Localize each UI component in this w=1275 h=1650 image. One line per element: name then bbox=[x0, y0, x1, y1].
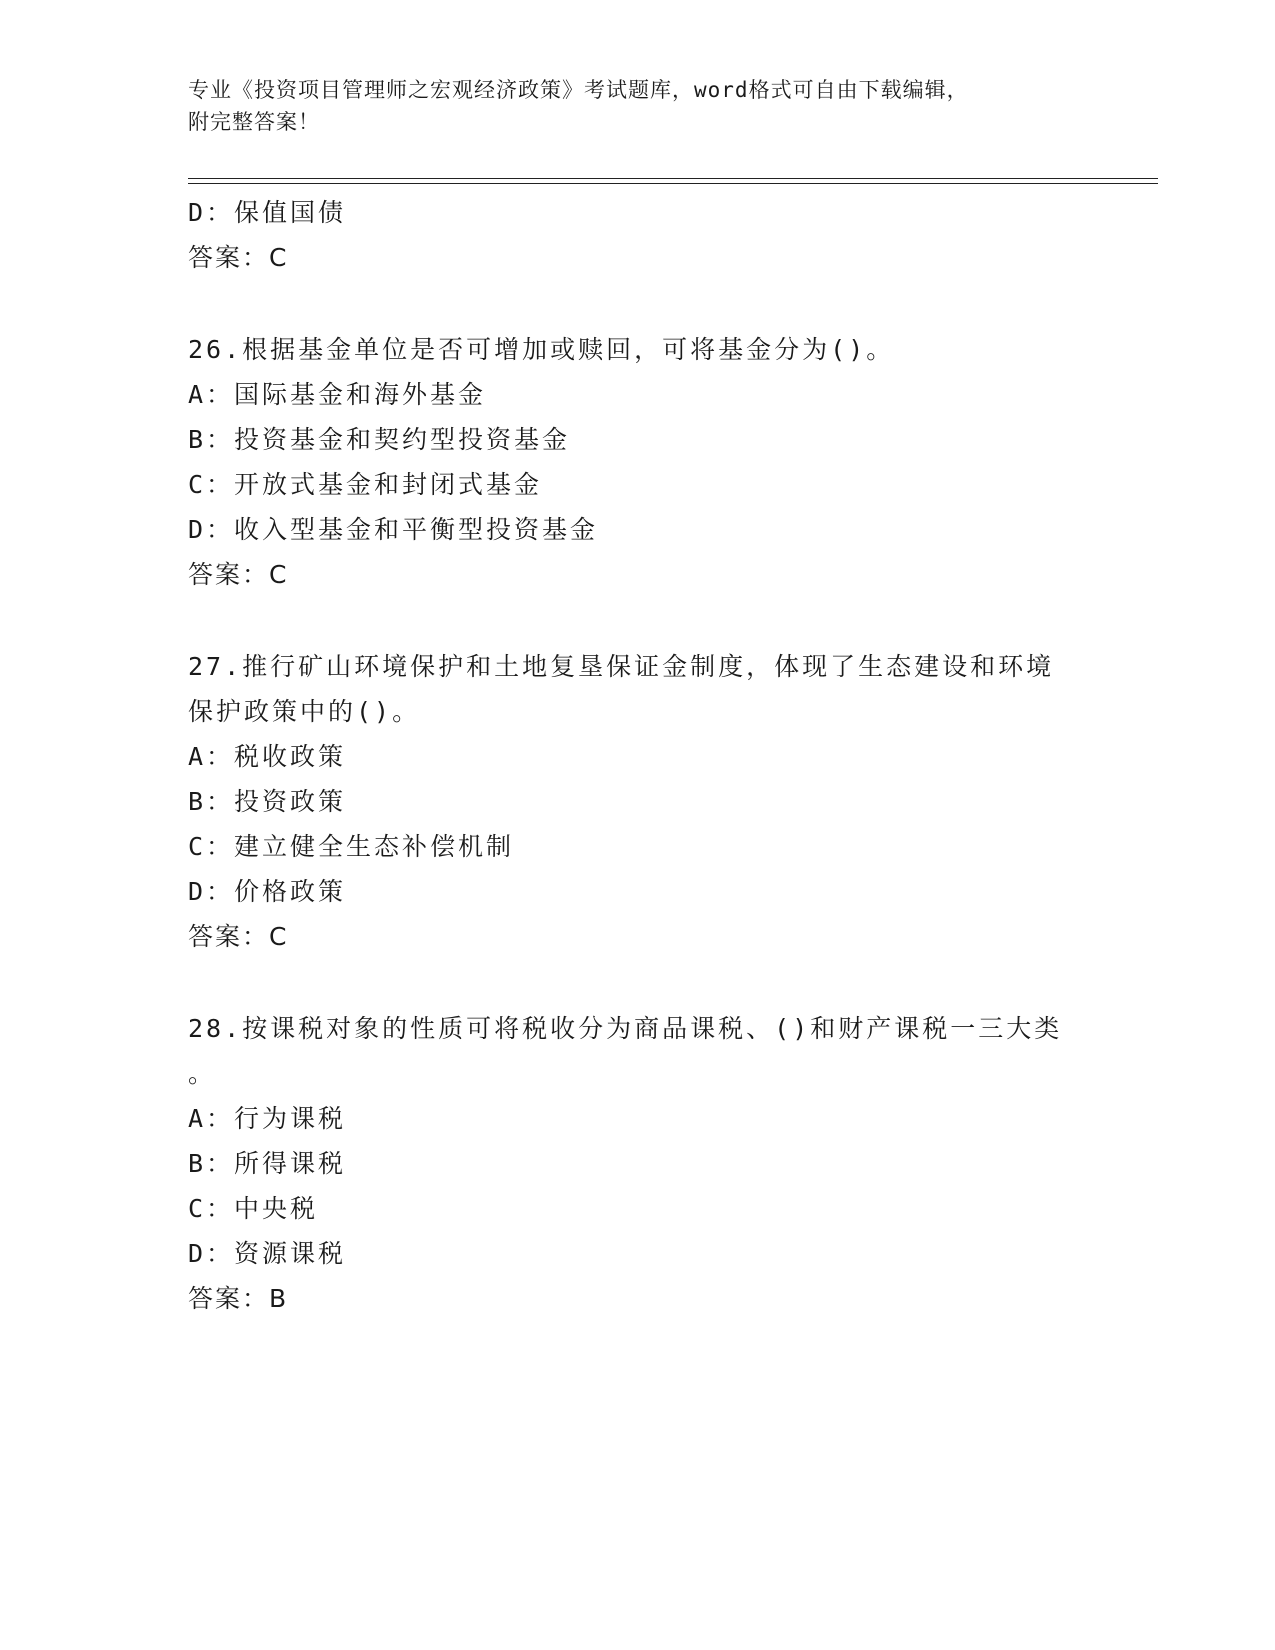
document-header bbox=[188, 74, 1088, 138]
spacer bbox=[188, 280, 1088, 327]
question-26-text: 26.根据基金单位是否可增加或赎回，可将基金分为()。 bbox=[188, 335, 895, 364]
question-28-answer: 答案：B bbox=[188, 1284, 289, 1313]
question-27 bbox=[188, 644, 1088, 959]
prev-option-d: D：保值国债 bbox=[188, 198, 347, 227]
question-26-option-c: C：开放式基金和封闭式基金 bbox=[188, 470, 543, 499]
question-27-text-line-2: 保护政策中的()。 bbox=[188, 697, 421, 726]
question-26-answer: 答案：C bbox=[188, 560, 289, 589]
question-26-option-d: D：收入型基金和平衡型投资基金 bbox=[188, 515, 599, 544]
question-28-option-c: C：中央税 bbox=[188, 1194, 319, 1223]
header-line-1: 专业《投资项目管理师之宏观经济政策》考试题库，word格式可自由下载编辑， bbox=[188, 78, 969, 102]
header-line-2: 附完整答案！ bbox=[188, 110, 320, 134]
prev-answer: 答案：C bbox=[188, 243, 289, 272]
question-28 bbox=[188, 1006, 1088, 1321]
header-rule-top bbox=[188, 178, 1158, 179]
question-28-option-a: A：行为课税 bbox=[188, 1104, 347, 1133]
question-27-option-a: A：税收政策 bbox=[188, 742, 347, 771]
question-27-option-d: D：价格政策 bbox=[188, 877, 347, 906]
question-26-option-b: B：投资基金和契约型投资基金 bbox=[188, 425, 571, 454]
question-27-text-line-1: 27.推行矿山环境保护和土地复垦保证金制度，体现了生态建设和环境 bbox=[188, 652, 1055, 681]
question-28-text-line-1: 28.按课税对象的性质可将税收分为商品课税、()和财产课税一三大类 bbox=[188, 1014, 1063, 1043]
question-27-option-b: B：投资政策 bbox=[188, 787, 347, 816]
spacer bbox=[188, 959, 1088, 1006]
question-28-option-b: B：所得课税 bbox=[188, 1149, 347, 1178]
question-27-answer: 答案：C bbox=[188, 922, 289, 951]
question-content bbox=[188, 190, 1088, 1321]
question-27-option-c: C：建立健全生态补偿机制 bbox=[188, 832, 515, 861]
question-28-option-d: D：资源课税 bbox=[188, 1239, 347, 1268]
question-26-option-a: A：国际基金和海外基金 bbox=[188, 380, 487, 409]
spacer bbox=[188, 597, 1088, 644]
header-rule-bottom bbox=[188, 183, 1158, 184]
question-26 bbox=[188, 327, 1088, 597]
question-28-text-line-2: 。 bbox=[188, 1059, 217, 1088]
